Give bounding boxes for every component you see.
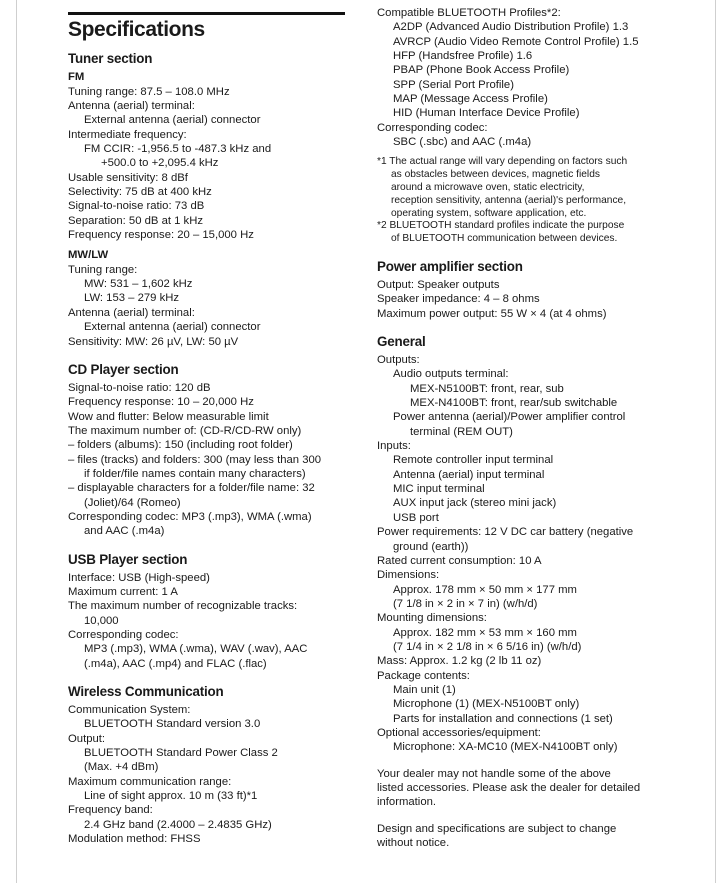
spec-line: Compatible BLUETOOTH Profiles*2: <box>377 7 561 19</box>
design-note <box>377 822 677 851</box>
page-border-left <box>16 0 17 883</box>
spec-line: – displayable characters for a folder/file name: 32 <box>68 482 315 495</box>
spec-line: Corresponding codec: <box>377 121 488 134</box>
tuner-heading: Tuner section <box>68 51 153 66</box>
spec-line: Antenna (aerial) terminal: <box>68 306 195 319</box>
spec-line: if folder/file names contain many characters) <box>84 467 306 480</box>
spec-line: +500.0 to +2,095.4 kHz <box>101 157 219 170</box>
note-line: information. <box>377 796 437 809</box>
spec-line: LW: 153 – 279 kHz <box>84 292 180 305</box>
spec-line: Signal-to-noise ratio: 73 dB <box>68 200 205 213</box>
spec-line: Communication System: <box>68 704 191 717</box>
footnote-line: operating system, software application, etc. <box>391 207 587 219</box>
note-line: Your dealer may not handle some of the above <box>377 767 611 780</box>
wireless-heading: Wireless Communication <box>68 684 224 700</box>
general-heading: General <box>377 334 426 350</box>
spec-line: The maximum number of recognizable tracks: <box>68 600 298 613</box>
title-rule <box>68 12 345 15</box>
spec-line: Output: Speaker outputs <box>377 279 500 292</box>
wireless-section <box>68 683 348 846</box>
spec-line: SBC (.sbc) and AAC (.m4a) <box>393 136 532 149</box>
right-column <box>377 6 677 850</box>
spec-line: MAP (Message Access Profile) <box>393 93 548 106</box>
tuner-section <box>68 50 348 349</box>
spec-line: Usable sensitivity: 8 dBf <box>68 171 188 184</box>
profiles-block <box>377 6 677 149</box>
spec-line: BLUETOOTH Standard version 3.0 <box>84 718 261 731</box>
left-column <box>68 17 348 846</box>
spec-line: Parts for installation and connections (1 set) <box>393 712 613 725</box>
spec-line: HID (Human Interface Device Profile) <box>393 107 580 120</box>
spec-line: Audio outputs terminal: <box>393 368 509 381</box>
spec-line: SPP (Serial Port Profile) <box>393 78 514 91</box>
power-amp-section <box>377 258 677 321</box>
spec-line: MW: 531 – 1,602 kHz <box>84 278 193 291</box>
spec-line: (.m4a), AAC (.mp4) and FLAC (.flac) <box>84 657 267 670</box>
spec-line: External antenna (aerial) connector <box>84 321 261 334</box>
spec-line: Separation: 50 dB at 1 kHz <box>68 214 204 227</box>
spec-line: (Max. +4 dBm) <box>84 761 159 774</box>
spec-line: Corresponding codec: <box>68 629 179 641</box>
dealer-note <box>377 767 677 810</box>
spec-line: USB port <box>393 511 439 524</box>
spec-line: Approx. 178 mm × 50 mm × 177 mm <box>393 583 577 596</box>
usb-heading: USB Player section <box>68 551 188 567</box>
spec-line: and AAC (.m4a) <box>84 525 165 538</box>
spec-line: MIC input terminal <box>393 483 485 496</box>
general-section <box>377 333 677 755</box>
spec-line: Maximum current: 1 A <box>68 585 178 598</box>
spec-line: Power antenna (aerial)/Power amplifier control <box>393 411 626 424</box>
spec-line: Tuning range: 87.5 – 108.0 MHz <box>68 85 230 98</box>
spec-line: Outputs: <box>377 354 420 367</box>
spec-line: Rated current consumption: 10 A <box>377 554 542 567</box>
usb-section <box>68 551 348 671</box>
note-line: listed accessories. Please ask the dealer for detailed <box>377 782 641 795</box>
footnotes-block <box>377 156 677 246</box>
note-line: without notice. <box>377 837 450 850</box>
page-border-right <box>715 0 716 883</box>
spec-line: FM CCIR: -1,956.5 to -487.3 kHz and <box>84 142 272 155</box>
spec-line: MP3 (.mp3), WMA (.wma), WAV (.wav), AAC <box>84 643 308 656</box>
spec-line: (7 1/4 in × 2 1/8 in × 6 5/16 in) (w/h/d) <box>393 640 582 653</box>
spec-line: Mounting dimensions: <box>377 612 487 625</box>
spec-line: Approx. 182 mm × 53 mm × 160 mm <box>393 626 577 639</box>
spec-line: – files (tracks) and folders: 300 (may less than 300 <box>68 453 322 466</box>
spec-line: External antenna (aerial) connector <box>84 114 261 127</box>
spec-line: Mass: Approx. 1.2 kg (2 lb 11 oz) <box>377 655 542 668</box>
spec-line: Speaker impedance: 4 – 8 ohms <box>377 293 540 306</box>
power-amp-heading: Power amplifier section <box>377 259 523 275</box>
spec-line: Interface: USB (High-speed) <box>68 571 210 584</box>
spec-line: Modulation method: FHSS <box>68 833 201 846</box>
spec-line: Maximum power output: 55 W × 4 (at 4 ohms) <box>377 307 607 320</box>
spec-line: HFP (Handsfree Profile) 1.6 <box>393 50 533 63</box>
spec-line: Output: <box>68 732 106 745</box>
footnote-line: reception sensitivity, antenna (aerial)'s performance, <box>391 194 627 206</box>
spec-line: Maximum communication range: <box>68 775 232 788</box>
spec-line: The maximum number of: (CD-R/CD-RW only) <box>68 424 302 437</box>
fm-heading: FM <box>68 71 85 83</box>
spec-line: Intermediate frequency: <box>68 128 187 141</box>
spec-line: Dimensions: <box>377 569 440 582</box>
spec-line: Sensitivity: MW: 26 µV, LW: 50 µV <box>68 335 239 348</box>
spec-line: – folders (albums): 150 (including root folder) <box>68 439 293 452</box>
cd-heading: CD Player section <box>68 361 179 377</box>
footnote-line: *2 BLUETOOTH standard profiles indicate the purpose <box>377 220 625 232</box>
spec-line: (7 1/8 in × 2 in × 7 in) (w/h/d) <box>393 597 538 610</box>
spec-line: Line of sight approx. 10 m (33 ft)*1 <box>84 790 258 803</box>
spec-line: Inputs: <box>377 440 411 453</box>
spec-line: Package contents: <box>377 669 470 682</box>
footnote-line: as obstacles between devices, magnetic fields <box>391 169 600 181</box>
spec-line: Selectivity: 75 dB at 400 kHz <box>68 185 212 198</box>
spec-line: Corresponding codec: MP3 (.mp3), WMA (.wma) <box>68 510 312 523</box>
spec-line: Frequency response: 20 – 15,000 Hz <box>68 228 254 241</box>
spec-line: Microphone (1) (MEX-N5100BT only) <box>393 698 580 711</box>
spec-line: PBAP (Phone Book Access Profile) <box>393 64 570 77</box>
spec-line: Antenna (aerial) terminal: <box>68 99 195 112</box>
note-line: Design and specifications are subject to change <box>377 822 617 835</box>
spec-line: Power requirements: 12 V DC car battery (negative <box>377 526 634 539</box>
spec-line: BLUETOOTH Standard Power Class 2 <box>84 747 278 760</box>
spec-line: terminal (REM OUT) <box>410 425 513 438</box>
spec-line: Remote controller input terminal <box>393 454 554 467</box>
footnote-line: of BLUETOOTH communication between devices. <box>391 233 618 245</box>
spec-line: Frequency response: 10 – 20,000 Hz <box>68 396 254 409</box>
spec-line: Optional accessories/equipment: <box>377 726 541 739</box>
spec-line: Wow and flutter: Below measurable limit <box>68 410 269 423</box>
mwlw-heading: MW/LW <box>68 249 109 262</box>
spec-line: AUX input jack (stereo mini jack) <box>393 497 557 510</box>
spec-line: Tuning range: <box>68 263 138 276</box>
footnote-line: *1 The actual range will vary depending on factors such <box>377 156 628 168</box>
spec-line: Antenna (aerial) input terminal <box>393 468 545 481</box>
spec-line: (Joliet)/64 (Romeo) <box>84 496 181 509</box>
spec-line: MEX-N4100BT: front, rear/sub switchable <box>410 397 618 410</box>
page-title: Specifications <box>68 18 205 41</box>
spec-line: Frequency band: <box>68 804 153 817</box>
spec-line: 10,000 <box>84 614 119 627</box>
spec-line: Main unit (1) <box>393 683 456 696</box>
footnote-line: around a microwave oven, static electricity, <box>391 182 585 194</box>
spec-line: ground (earth)) <box>393 540 469 553</box>
spec-line: MEX-N5100BT: front, rear, sub <box>410 382 564 395</box>
spec-line: Signal-to-noise ratio: 120 dB <box>68 381 211 394</box>
spec-line: AVRCP (Audio Video Remote Control Profile) 1.5 <box>393 35 639 48</box>
spec-line: 2.4 GHz band (2.4000 – 2.4835 GHz) <box>84 818 272 831</box>
spec-line: Microphone: XA-MC10 (MEX-N4100BT only) <box>393 741 618 754</box>
spec-line: A2DP (Advanced Audio Distribution Profile) 1.3 <box>393 21 629 34</box>
cd-section <box>68 361 348 539</box>
